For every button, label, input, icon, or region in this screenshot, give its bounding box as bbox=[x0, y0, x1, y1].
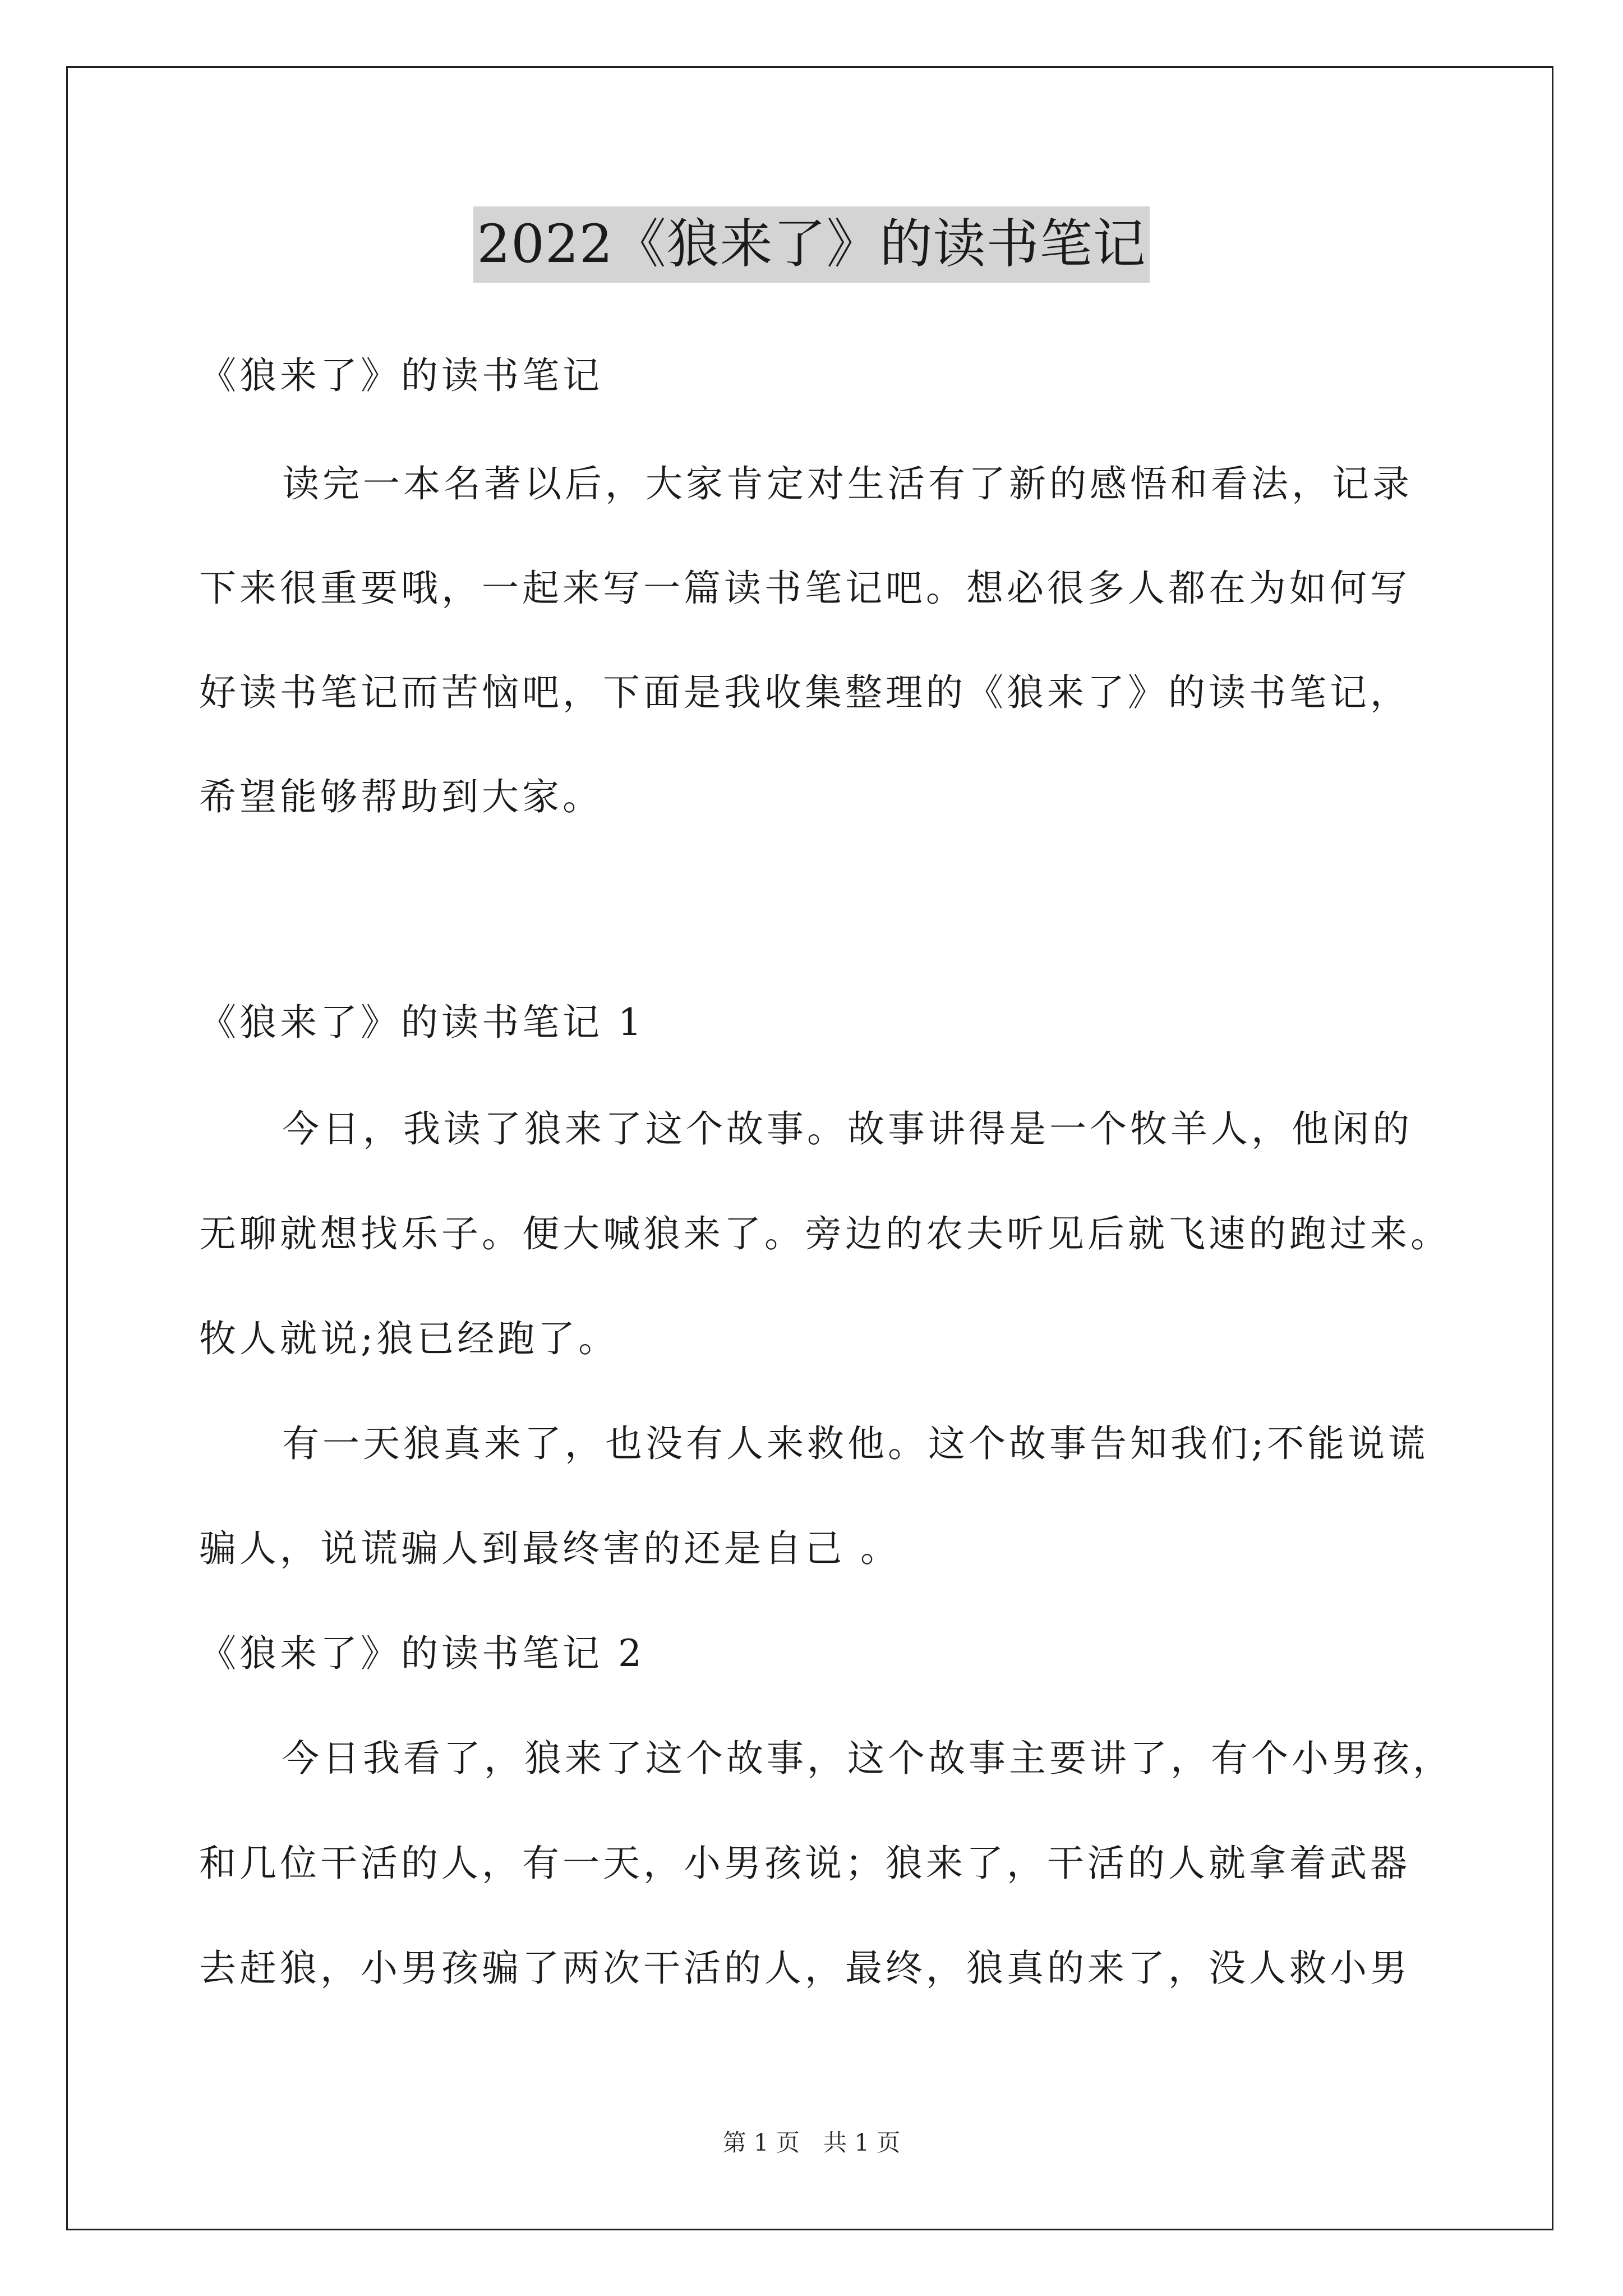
document-title: 2022《狼来了》的读书笔记 bbox=[473, 206, 1149, 283]
note2-line: 和几位干活的人，有一天，小男孩说；狼来了，干活的人就拿着武器 bbox=[199, 1842, 1410, 1885]
intro-line: 读完一本名著以后，大家肯定对生活有了新的感悟和看法，记录 bbox=[282, 462, 1413, 505]
title-container bbox=[0, 206, 1623, 283]
intro-heading: 《狼来了》的读书笔记 bbox=[199, 354, 603, 397]
note1-line: 骗人，说谎骗人到最终害的还是自己 。 bbox=[199, 1527, 901, 1570]
note1-heading: 《狼来了》的读书笔记 1 bbox=[199, 1001, 645, 1044]
note2-line: 今日我看了，狼来了这个故事，这个故事主要讲了，有个小男孩， bbox=[282, 1737, 1453, 1780]
note2-heading: 《狼来了》的读书笔记 2 bbox=[199, 1632, 645, 1675]
note1-line: 今日，我读了狼来了这个故事。故事讲得是一个牧羊人，他闲的 bbox=[282, 1107, 1413, 1151]
intro-line: 希望能够帮助到大家。 bbox=[199, 775, 603, 818]
note2-line: 去赶狼，小男孩骗了两次干活的人，最终，狼真的来了，没人救小男 bbox=[199, 1947, 1410, 1990]
note1-line: 有一天狼真来了，也没有人来救他。这个故事告知我们;不能说谎 bbox=[282, 1422, 1429, 1465]
note1-line: 无聊就想找乐子。便大喊狼来了。旁边的农夫听见后就飞速的跑过来。 bbox=[199, 1212, 1451, 1255]
note1-line: 牧人就说;狼已经跑了。 bbox=[199, 1317, 619, 1360]
intro-line: 好读书笔记而苦恼吧，下面是我收集整理的《狼来了》的读书笔记， bbox=[199, 671, 1410, 714]
page-number-footer: 第 1 页 共 1 页 bbox=[722, 2129, 901, 2156]
intro-line: 下来很重要哦，一起来写一篇读书笔记吧。想必很多人都在为如何写 bbox=[199, 567, 1410, 610]
